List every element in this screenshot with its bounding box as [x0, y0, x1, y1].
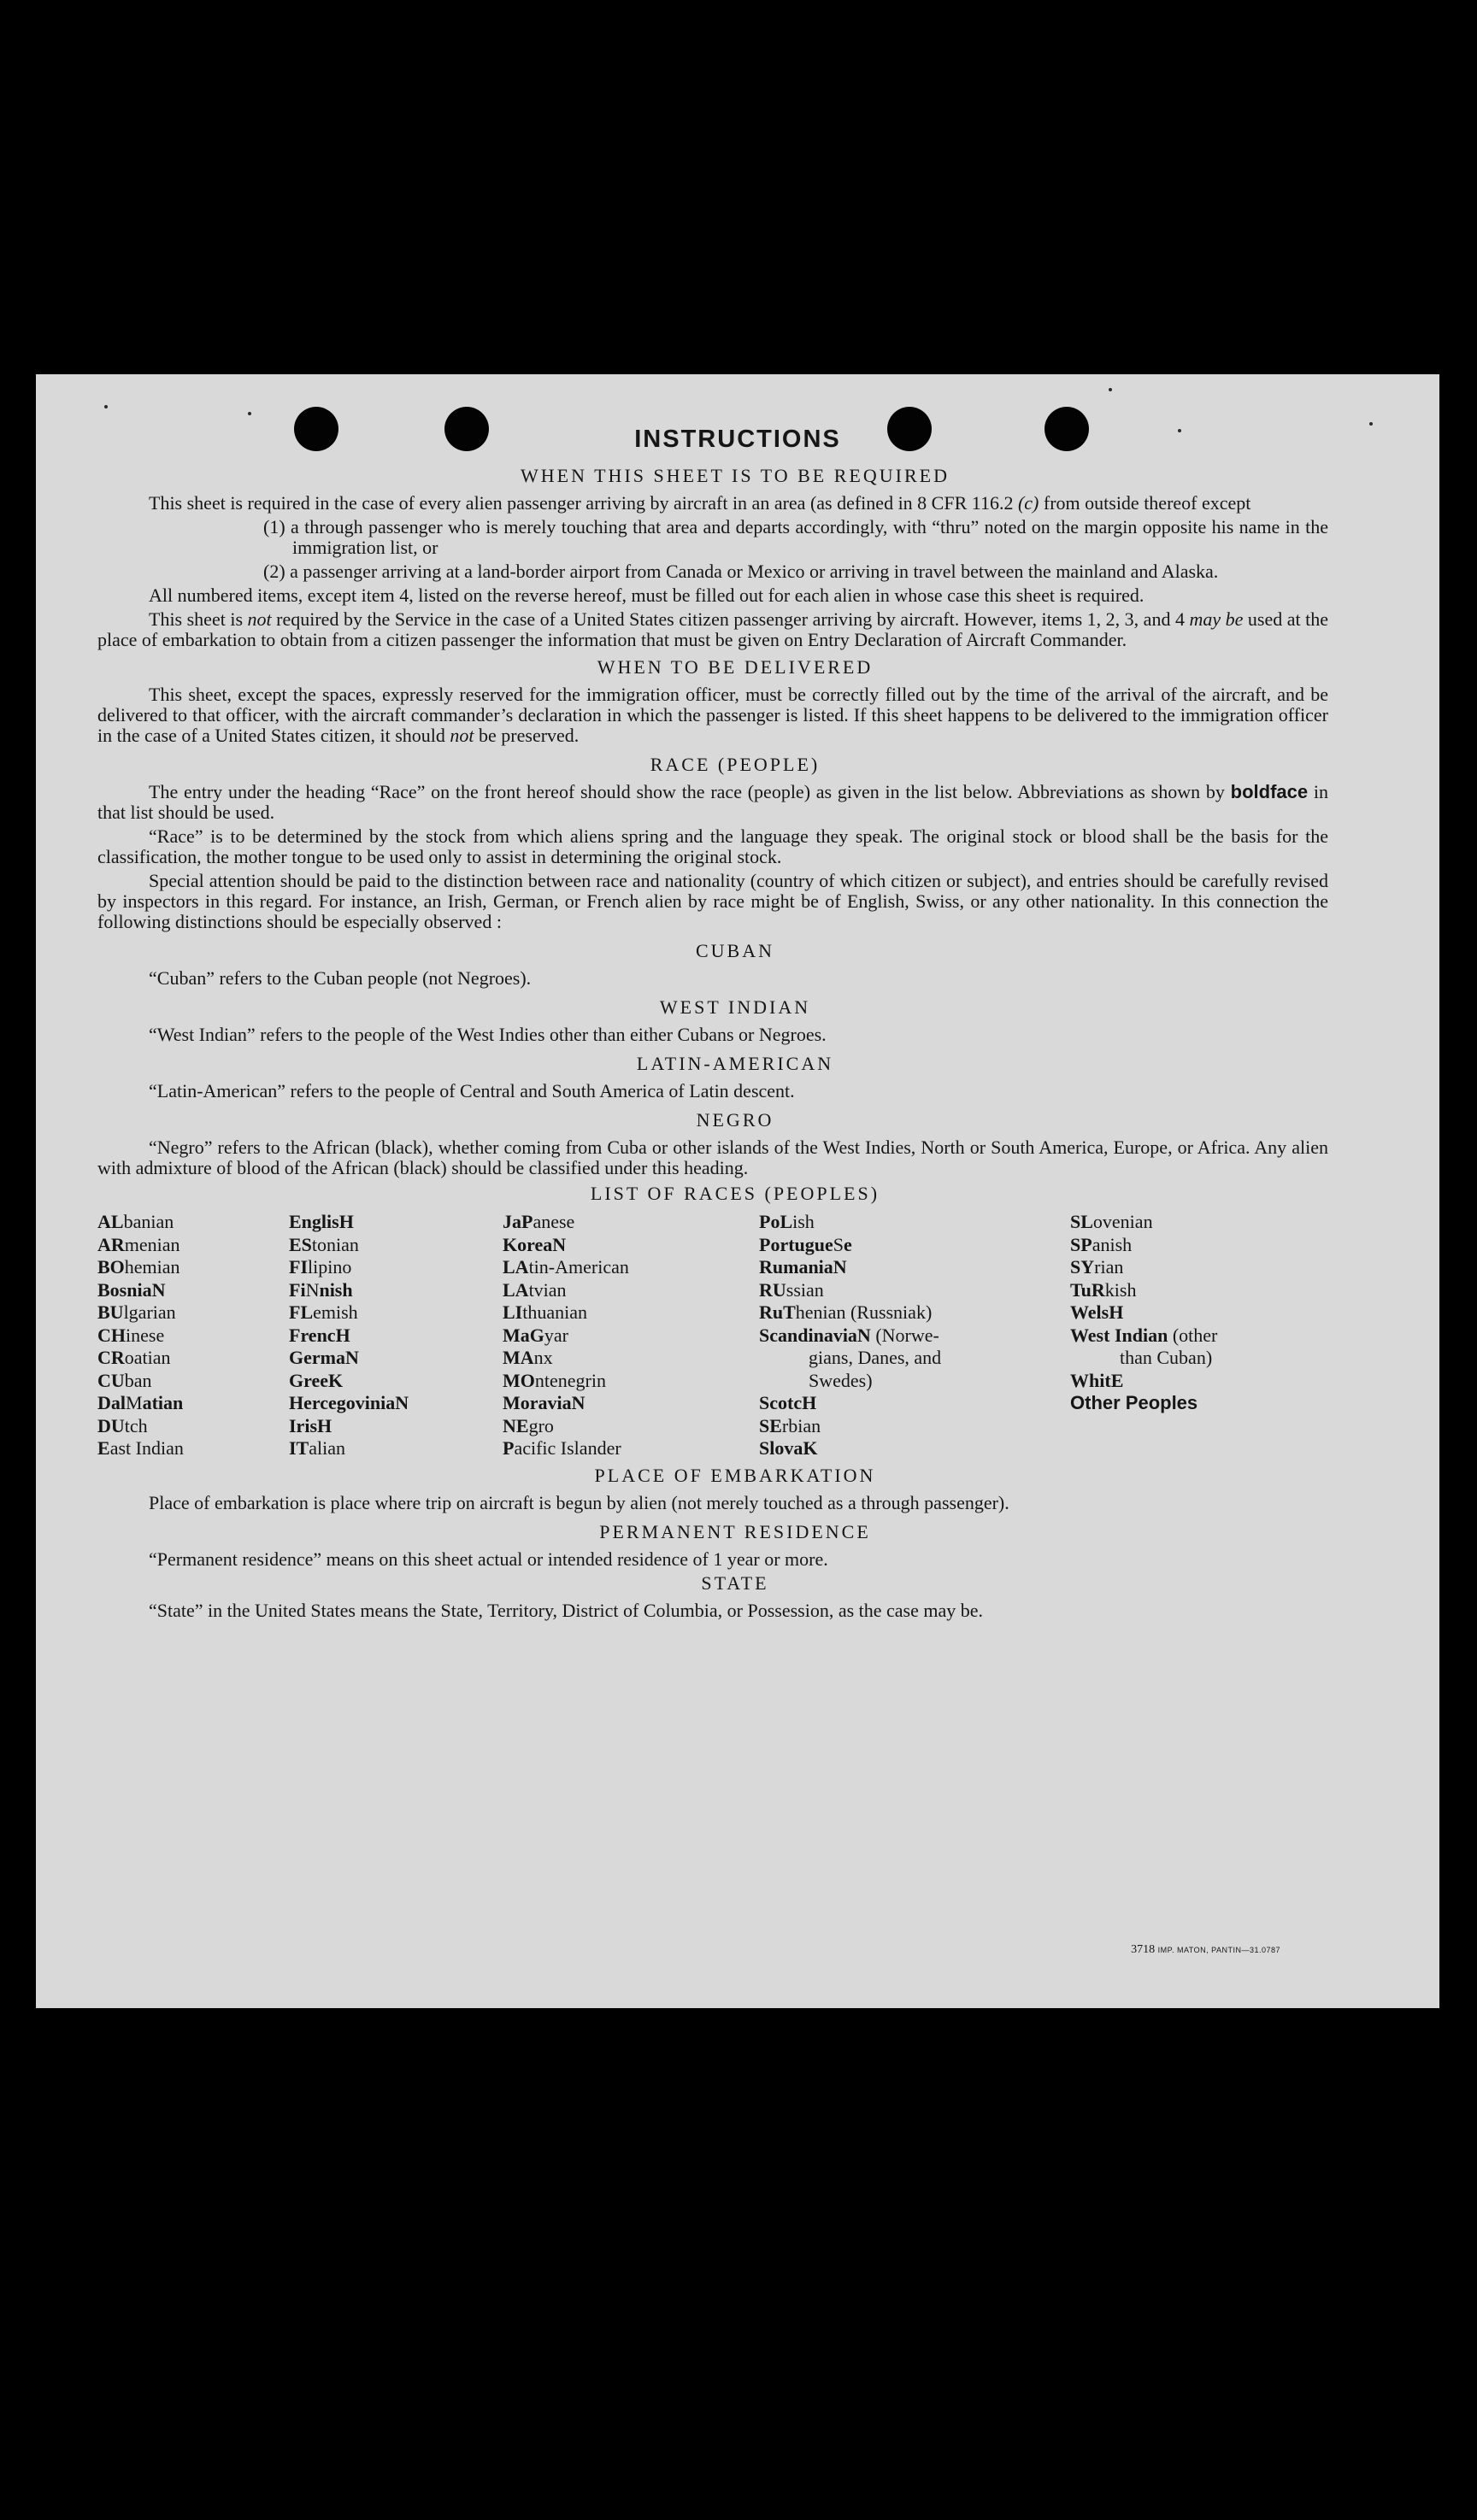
race-column — [97, 1211, 289, 1460]
race-column — [759, 1211, 1070, 1460]
race-entry: BOhemian — [97, 1256, 180, 1278]
race-entry: GermaN — [289, 1347, 359, 1368]
race-entry: BUlgarian — [97, 1301, 176, 1323]
race-entry: Pacific Islander — [503, 1437, 621, 1459]
race-entry: SlovaK — [759, 1437, 818, 1459]
race-entry: FrencH — [289, 1324, 350, 1346]
paragraph: “Negro” refers to the African (black), whether coming from Cuba or other islands of the West Indies, North or South America, Europe, or Africa. Any alien with admixture of blood of the African (black) should be classified under this heading. — [97, 1137, 1328, 1178]
page-title: INSTRUCTIONS — [634, 426, 841, 453]
heading-delivered: WHEN TO BE DELIVERED — [597, 656, 874, 678]
race-entry: ScandinaviaN (Norwe- — [759, 1324, 939, 1346]
speck — [1109, 388, 1112, 391]
race-entry: MaGyar — [503, 1324, 568, 1346]
heading-list-of-races: LIST OF RACES (PEOPLES) — [590, 1183, 880, 1204]
race-entry: West Indian (other — [1070, 1324, 1218, 1346]
race-entry: PortugueSe — [759, 1233, 852, 1255]
race-entry: HercegoviniaN — [289, 1392, 409, 1413]
race-entry: MAnx — [503, 1347, 553, 1368]
race-list — [97, 1211, 1328, 1460]
heading-permanent-residence: PERMANENT RESIDENCE — [599, 1520, 871, 1542]
heading-cuban: CUBAN — [695, 940, 774, 961]
heading-latin-american: LATIN-AMERICAN — [636, 1053, 834, 1074]
heading-race: RACE (PEOPLE) — [650, 754, 821, 775]
race-entry: FLemish — [289, 1301, 358, 1323]
paragraph: “Permanent residence” means on this sheet actual or intended residence of 1 year or more. — [149, 1548, 828, 1570]
form-number: 3718 — [1131, 1943, 1156, 1956]
printer-imprint: IMP. MATON, PANTIN—31.0787 — [1157, 1946, 1280, 1954]
race-entry: East Indian — [97, 1437, 184, 1459]
race-entry: RuThenian (Russniak) — [759, 1301, 933, 1323]
form-footer — [1131, 1943, 1280, 1957]
paragraph: “Latin-American” refers to the people of Central and South America of Latin descent. — [149, 1080, 795, 1101]
race-entry: than Cuban) — [1120, 1347, 1213, 1368]
speck — [248, 412, 251, 415]
race-entry: ITalian — [289, 1437, 346, 1459]
race-column — [503, 1211, 759, 1460]
race-entry: BosniaN — [97, 1278, 166, 1301]
race-entry: LIthuanian — [503, 1301, 588, 1323]
race-entry: MOntenegrin — [503, 1369, 606, 1391]
heading-embarkation: PLACE OF EMBARKATION — [594, 1464, 876, 1486]
race-entry: CUban — [97, 1369, 152, 1391]
race-column — [289, 1211, 503, 1460]
race-entry: ScotcH — [759, 1392, 817, 1413]
paragraph: “Cuban” refers to the Cuban people (not Negroes). — [149, 967, 532, 989]
race-entry: EStonian — [289, 1233, 359, 1255]
instructions-body — [97, 465, 1329, 1624]
paragraph: Place of embarkation is place where trip on aircraft is begun by alien (not merely touched as a through passenger). — [149, 1491, 1009, 1513]
race-entry: DalMatian — [97, 1392, 184, 1413]
race-entry: CRoatian — [97, 1347, 171, 1368]
instruction-sheet — [36, 374, 1439, 2008]
race-entry: JaPanese — [503, 1211, 575, 1232]
paragraph: This sheet, except the spaces, expressly reserved for the immigration officer, must be correctly filled out by the time of the arrival of the aircraft, and be delivered to that officer, with the aircraft commander’s declaration in which the passenger is listed. If this sheet happens to be delivered to the immigration officer in the case of a United States citizen, it should not be preserved. — [97, 684, 1328, 746]
race-entry: FiNnish — [289, 1278, 353, 1301]
race-entry: Other Peoples — [1070, 1392, 1198, 1413]
paragraph: This sheet is required in the case of every alien passenger arriving by aircraft in an area (as defined in 8 CFR 116.2 (c) from outside thereof except — [149, 492, 1251, 514]
race-entry: SYrian — [1070, 1256, 1124, 1278]
paragraph: “State” in the United States means the State, Territory, District of Columbia, or Possession, as the case may be. — [149, 1599, 984, 1621]
paragraph: “West Indian” refers to the people of the West Indies other than either Cubans or Negroes. — [149, 1024, 827, 1045]
race-entry: SErbian — [759, 1414, 821, 1436]
heading-state: STATE — [701, 1571, 769, 1594]
race-column — [1070, 1211, 1284, 1460]
paragraph: All numbered items, except item 4, listed on the reverse hereof, must be filled out for each alien in whose case this sheet is required. — [149, 584, 1145, 606]
race-entry: LAtvian — [503, 1278, 567, 1301]
exception-item: (1) a through passenger who is merely touching that area and departs accordingly, with “thru” noted on the margin opposite his name in the immigration list, or — [263, 516, 1328, 558]
race-entry: PoLish — [759, 1211, 815, 1232]
heading-west-indian: WEST INDIAN — [659, 996, 811, 1018]
race-entry: LAtin-American — [503, 1256, 629, 1278]
race-entry: SPanish — [1070, 1233, 1133, 1255]
race-entry: ALbanian — [97, 1211, 174, 1232]
paragraph: “Race” is to be determined by the stock from which aliens spring and the language they speak. The original stock or blood shall be the basis for the classification, the mother tongue to be used only to assist in determining the original stock. — [97, 825, 1328, 867]
race-entry: gians, Danes, and — [809, 1347, 942, 1368]
speck — [104, 405, 108, 408]
race-entry: TuRkish — [1070, 1278, 1137, 1301]
race-entry: WelsH — [1070, 1301, 1124, 1323]
race-entry: DUtch — [97, 1414, 148, 1436]
race-entry: RUssian — [759, 1278, 824, 1301]
heading-negro: NEGRO — [696, 1109, 774, 1131]
race-entry: WhitE — [1070, 1369, 1124, 1391]
race-entry: FIlipino — [289, 1256, 352, 1278]
paragraph: This sheet is not required by the Service in the case of a United States citizen passenger arriving by aircraft. However, items 1, 2, 3, and 4 may be used at the place of embarkation to obtain from a citizen passenger the information that must be given on Entry Declaration of Aircraft Commander. — [97, 608, 1329, 650]
race-entry: NEgro — [503, 1414, 554, 1436]
race-entry: ARmenian — [97, 1233, 180, 1255]
race-entry: SLovenian — [1070, 1211, 1153, 1232]
race-entry: CHinese — [97, 1324, 165, 1346]
exception-item: (2) a passenger arriving at a land-border airport from Canada or Mexico or arriving in travel between the mainland and Alaska. — [263, 561, 1219, 582]
race-entry: IrisH — [289, 1414, 332, 1436]
race-entry: EnglisH — [289, 1211, 354, 1232]
race-entry: KoreaN — [503, 1233, 567, 1255]
paragraph: Special attention should be paid to the distinction between race and nationality (country of which citizen or subject), and entries should be carefully revised by inspectors in this regard. For instance, an Irish, German, or French alien by race might be of English, Swiss, or any other nationality. In this connection the following distinctions should be especially observed : — [97, 870, 1328, 932]
race-entry: Swedes) — [809, 1369, 873, 1391]
race-entry: MoraviaN — [503, 1392, 586, 1413]
race-entry: RumaniaN — [759, 1256, 847, 1278]
heading-required: WHEN THIS SHEET IS TO BE REQUIRED — [521, 465, 950, 486]
paragraph: The entry under the heading “Race” on the front hereof should show the race (people) as given in the list below. Abbreviations as shown by boldface in that list should be used. — [97, 781, 1328, 823]
race-entry: GreeK — [289, 1369, 344, 1391]
